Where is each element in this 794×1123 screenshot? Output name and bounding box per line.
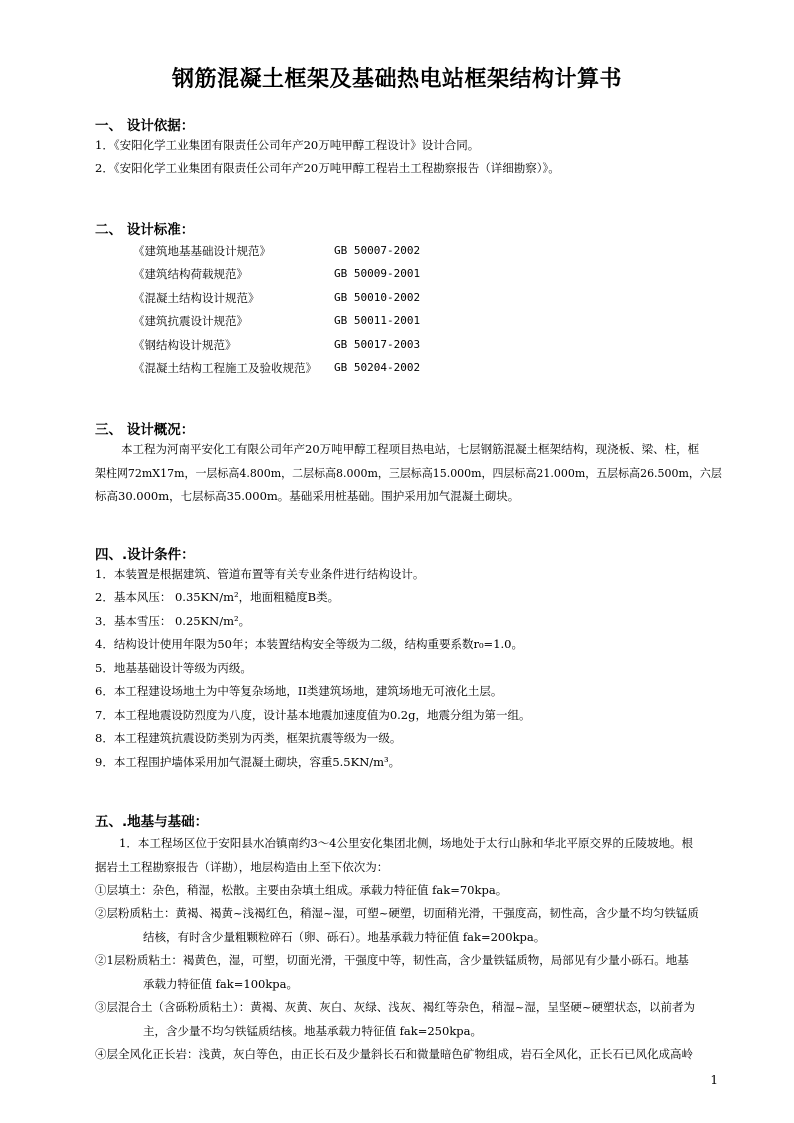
s4-line-2: 2．基本风压： 0.35KN/m²，地面粗糙度B类。	[95, 590, 340, 604]
s5-line-10: ④层全风化正长岩：浅黄，灰白等色，由正长石及少量斜长石和微量暗色矿物组成，岩石全风化，正长石已风化成高岭	[95, 1047, 693, 1061]
s4-line-7: 7．本工程地震设防烈度为八度，设计基本地震加速度值为0.2g，地震分组为第一组。	[95, 708, 531, 722]
standard-code: GB 50017-2003	[334, 338, 421, 351]
s1-line-2: 2．《安阳化学工业集团有限责任公司年产20万吨甲醇工程岩土工程勘察报告（详细勘察）》。	[95, 161, 560, 175]
standard-name: 《混凝土结构设计规范》	[133, 291, 260, 305]
s5-line-5: 结核，有时含少量粗颗粒碎石（卵、砾石）。地基承载力特征值 fak=200kpa。	[143, 930, 546, 944]
standard-name: 《建筑抗震设计规范》	[133, 314, 248, 328]
s4-line-3: 3．基本雪压： 0.25KN/m²。	[95, 614, 251, 628]
standard-code: GB 50010-2002	[334, 291, 421, 304]
s5-line-3: ①层填土：杂色，稍湿，松散。主要由杂填土组成。承载力特征值 fak=70kpa。	[95, 883, 508, 897]
s4-line-9: 9．本工程围护墙体采用加气混凝土砌块，容重5.5KN/m³。	[95, 755, 401, 769]
standard-code: GB 50011-2001	[334, 314, 421, 327]
s4-line-6: 6．本工程建设场地土为中等复杂场地，II类建筑场地，建筑场地无可液化土层。	[95, 684, 503, 698]
s5-line-7: 承载力特征值 fak=100kpa。	[143, 977, 299, 991]
section-4-heading: 四、.设计条件：	[95, 547, 195, 563]
s5-line-1: 1．本工程场区位于安阳县水冶镇南约3～4公里安化集团北侧，场地处于太行山脉和华北平原交界的丘陵坡地。根	[119, 836, 693, 850]
s3-line-2: 架柱网72mX17m，一层标高4.800m，二层标高8.000m，三层标高15.000m，四层标高21.000m，五层标高26.500m，六层	[95, 466, 722, 480]
s1-line-1: 1．《安阳化学工业集团有限责任公司年产20万吨甲醇工程设计》设计合同。	[95, 138, 480, 152]
document-title: 钢筋混凝土框架及基础热电站框架结构计算书	[171, 67, 622, 92]
standard-code: GB 50007-2002	[334, 244, 421, 257]
s4-line-5: 5．地基基础设计等级为丙级。	[95, 661, 252, 675]
standard-code: GB 50204-2002	[334, 361, 421, 374]
s3-line-1: 本工程为河南平安化工有限公司年产20万吨甲醇工程项目热电站，七层钢筋混凝土框架结构，现浇板、梁、柱，框	[121, 442, 700, 456]
section-1-heading: 一、 设计依据：	[95, 118, 195, 134]
s4-line-4: 4．结构设计使用年限为50年；本装置结构安全等级为二级，结构重要系数r₀=1.0。	[95, 637, 523, 651]
standard-name: 《建筑地基基础设计规范》	[133, 244, 271, 258]
section-2-heading: 二、 设计标准：	[95, 222, 195, 238]
section-3-heading: 三、 设计概况：	[95, 422, 195, 438]
section-5-heading: 五、.地基与基础：	[95, 814, 209, 830]
s5-line-4: ②层粉质粘土：黄褐、褐黄~浅褐红色，稍湿~湿，可塑~硬塑，切面稍光滑，干强度高，韧性高，含少量不均匀铁锰质	[95, 906, 699, 920]
page-number: 1	[710, 1073, 718, 1087]
s5-line-9: 主，含少量不均匀铁锰质结核。地基承载力特征值 fak=250kpa。	[143, 1024, 483, 1038]
standard-name: 《混凝土结构工程施工及验收规范》	[133, 361, 317, 375]
standard-name: 《钢结构设计规范》	[133, 338, 237, 352]
s4-line-1: 1．本装置是根据建筑、管道布置等有关专业条件进行结构设计。	[95, 567, 425, 581]
s5-line-6: ②1层粉质粘土：褐黄色，湿，可塑，切面光滑，干强度中等，韧性高，含少量铁锰质物，局部见有少量小砾石。地基	[95, 953, 689, 967]
standard-name: 《建筑结构荷载规范》	[133, 267, 248, 281]
s5-line-2: 据岩土工程勘察报告（详勘），地层构造由上至下依次为：	[95, 860, 389, 874]
standard-code: GB 50009-2001	[334, 267, 421, 280]
s3-line-3: 标高30.000m，七层标高35.000m。基础采用桩基础。围护采用加气混凝土砌块。	[95, 489, 520, 503]
s4-line-8: 8．本工程建筑抗震设防类别为丙类，框架抗震等级为一级。	[95, 731, 402, 745]
s5-line-8: ③层混合土（含砾粉质粘土）：黄褐、灰黄、灰白、灰绿、浅灰、褐红等杂色，稍湿~湿，呈坚硬~硬塑状态，以前者为	[95, 1000, 696, 1014]
